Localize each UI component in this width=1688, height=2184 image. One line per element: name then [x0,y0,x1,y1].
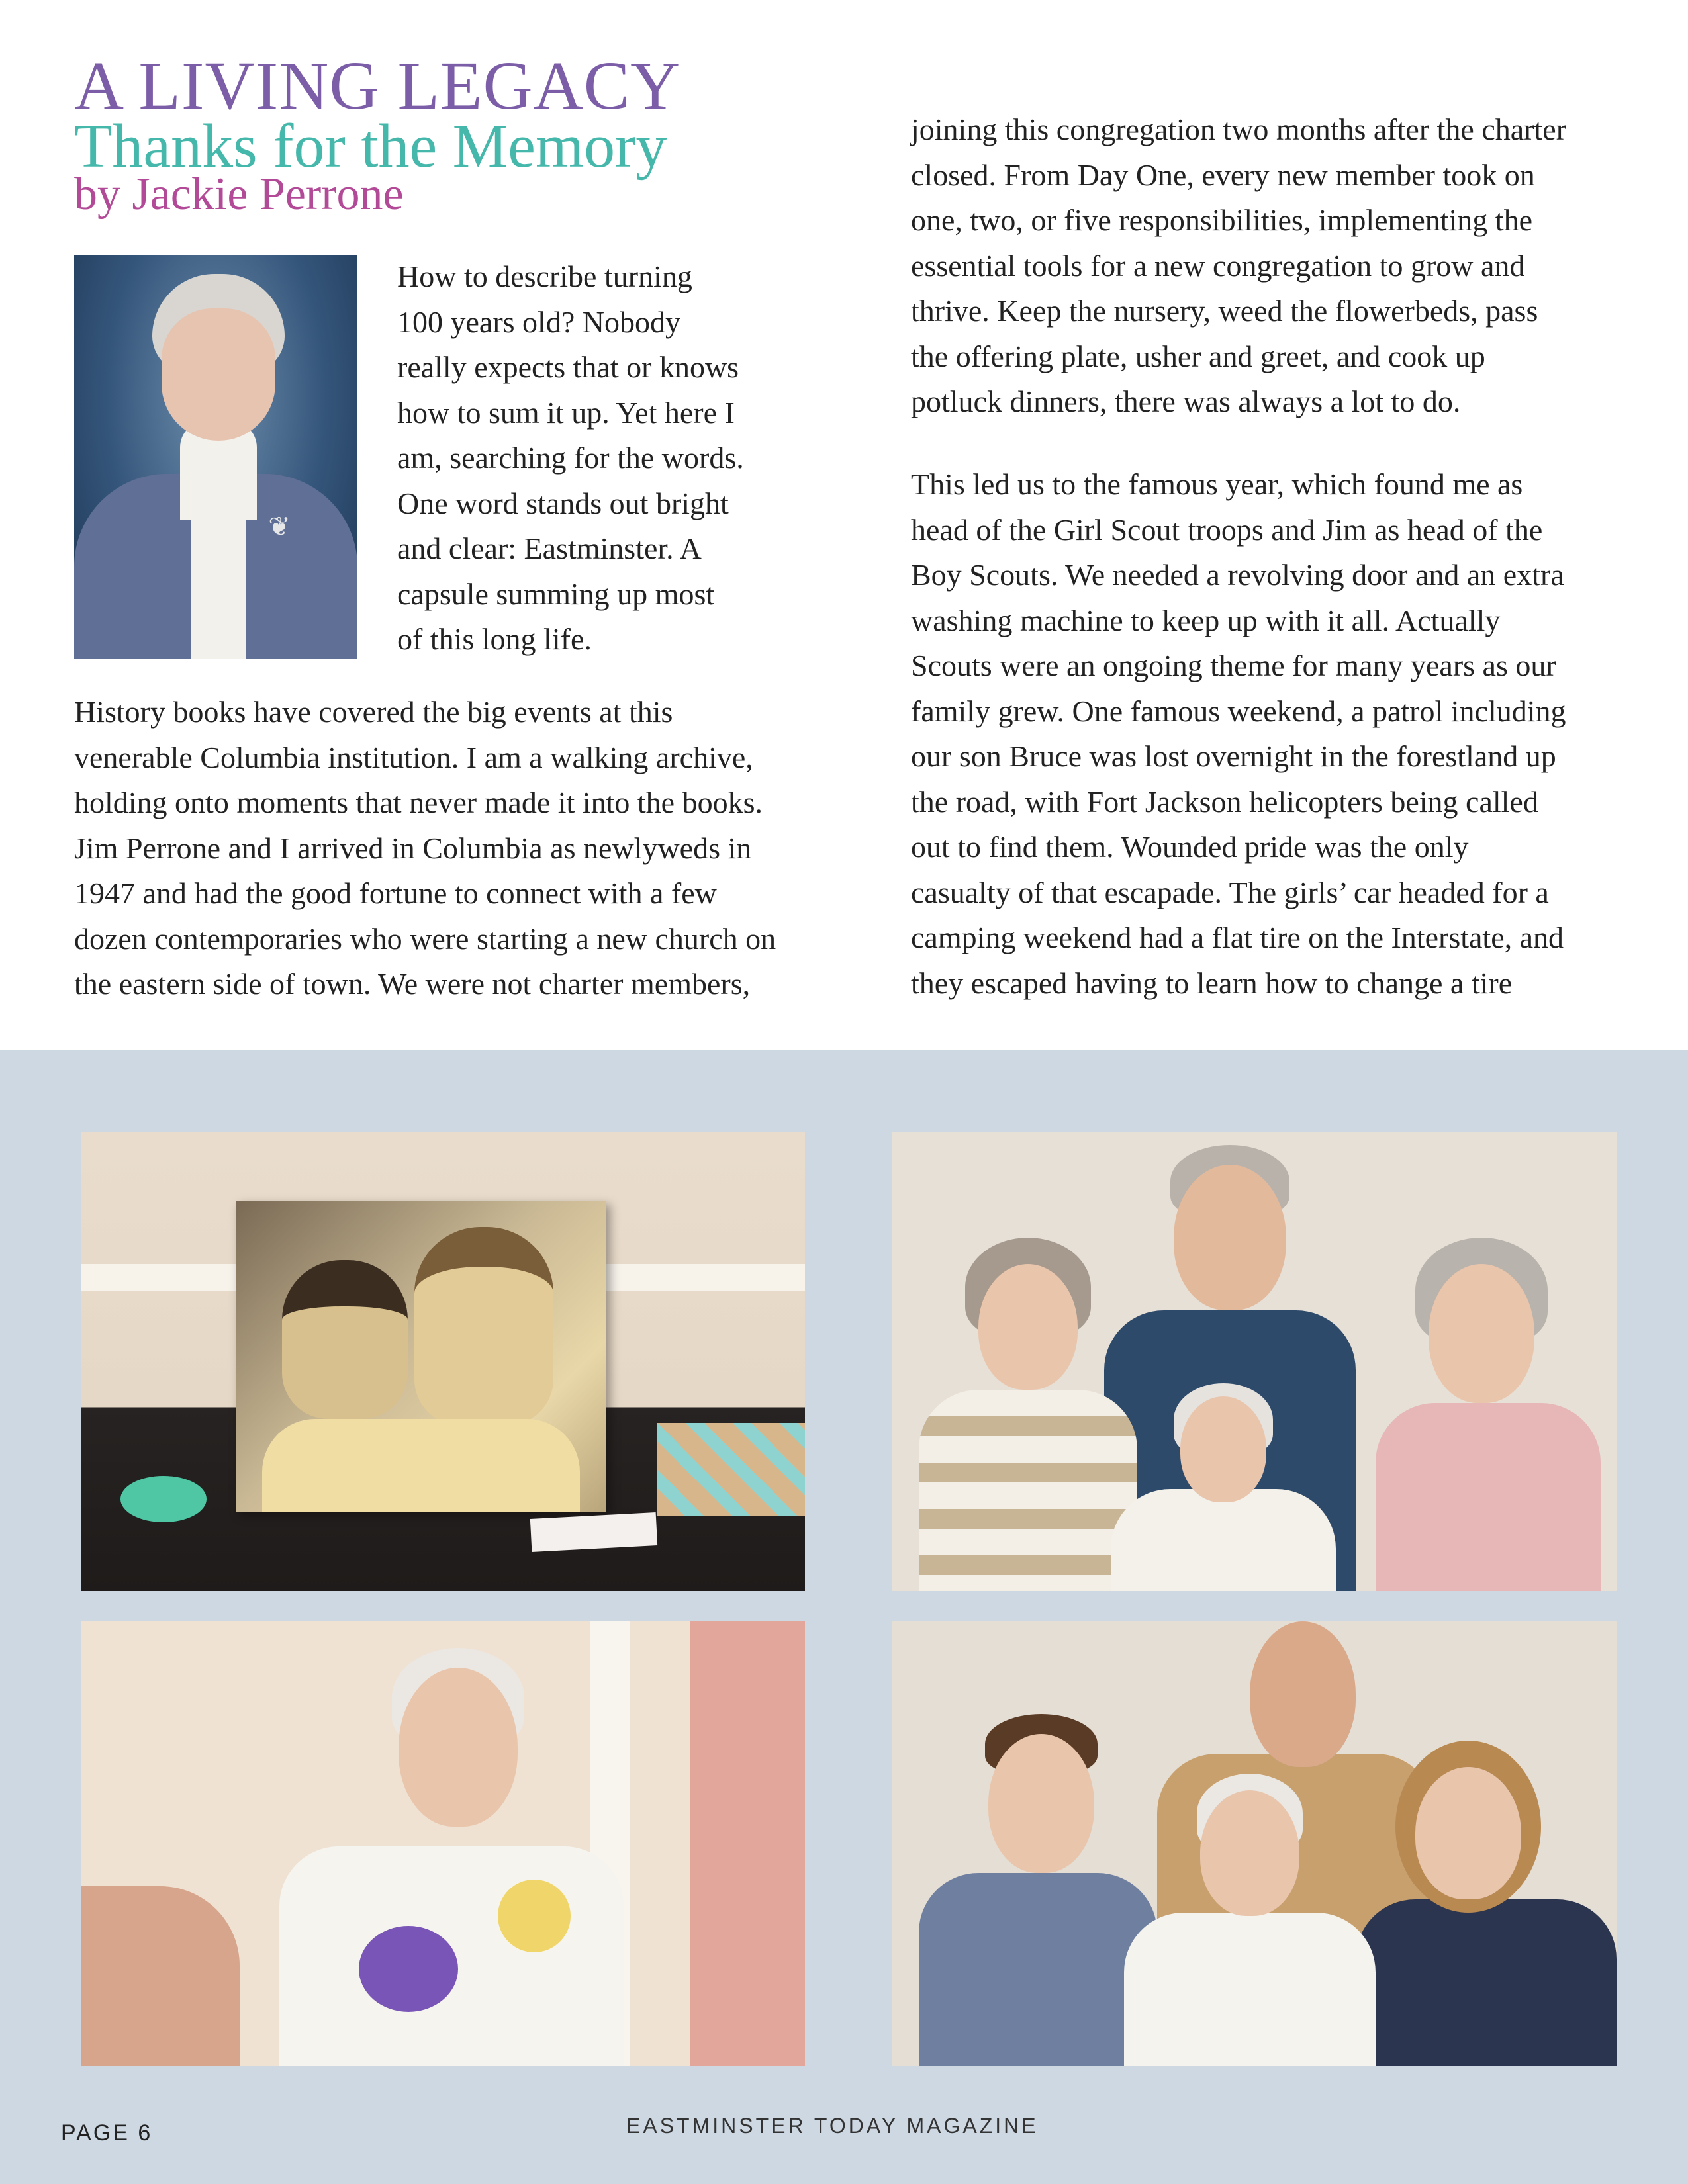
text-line: How to describe turning [397,259,692,293]
text-line: the road, with Fort Jackson helicopters being called [911,784,1538,819]
article-byline: by Jackie Perrone [74,169,404,220]
page-number: PAGE 6 [61,2120,153,2146]
person-left-woman [919,1238,1137,1591]
child-figure-right [414,1227,553,1426]
text-line: Jim Perrone and I arrived in Columbia as newlyweds in [74,831,752,865]
text-line: dozen contemporaries who were starting a new church on [74,921,776,956]
text-line: This led us to the famous year, which found me as [911,467,1523,501]
article-title: Thanks for the Memory [74,112,667,181]
text-line: how to sum it up. Yet here I [397,395,735,430]
text-line: History books have covered the big events at this [74,695,673,729]
text-line: potluck dinners, there was always a lot to do. [911,385,1461,418]
text-line: the eastern side of town. We were not charter members, [74,967,751,1001]
photo-family-group [892,1132,1617,1591]
name-card [530,1512,657,1552]
person-honoree [279,1648,624,2066]
text-line: joining this congregation two months after the charter [911,113,1567,146]
text-line: closed. From Day One, every new member took on [911,158,1535,192]
text-line: Scouts were an ongoing theme for many years as our [911,649,1556,682]
text-line: capsule summing up most [397,576,715,611]
child-dresses [262,1419,580,1512]
photo-vintage-portrait [81,1132,805,1591]
text-line: really expects that or knows [397,350,739,384]
text-line: 100 years old? Nobody [397,304,680,339]
text-line: out to find them. Wounded pride was the only [911,830,1469,864]
text-line: One word stands out bright [397,486,729,520]
text-line: they escaped having to learn how to change a tire [911,966,1513,1000]
text-line: holding onto moments that never made it into the books. [74,786,763,819]
person-honoree-center [1124,1774,1376,2066]
intro-paragraph [397,254,744,662]
butterfly-pin-icon: ❦ [268,512,291,541]
text-line: thrive. Keep the nursery, weed the flowerbeds, pass [911,294,1538,328]
text-line: Boy Scouts. We needed a revolving door and an extra [911,558,1564,592]
photo-honoree-seated [81,1621,805,2066]
portrait-face [162,308,275,441]
ribbon-bow [120,1476,207,1522]
text-line: and clear: Eastminster. A [397,531,702,565]
person-left-man [919,1714,1157,2066]
text-line: family grew. One famous weekend, a patrol including [911,694,1566,728]
text-line: casualty of that escapade. The girls’ car headed for a [911,875,1549,909]
person-right-woman-blond [1356,1741,1617,2066]
text-line: washing machine to keep up with it all. Actually [911,603,1501,637]
text-line: the offering plate, usher and greet, and cook up [911,339,1485,373]
section-kicker: A LIVING LEGACY [74,48,681,124]
hand-reaching [81,1886,240,2066]
gift-box [657,1423,805,1516]
scouts-paragraph [911,462,1566,1006]
person-right-woman [1369,1238,1607,1591]
photo-honoree-with-family [892,1621,1617,2066]
text-line: am, searching for the words. [397,441,744,475]
text-line: venerable Columbia institution. I am a walking archive, [74,740,753,774]
text-line: camping weekend had a flat tire on the Interstate, and [911,921,1564,954]
congregation-paragraph [911,107,1566,425]
text-line: head of the Girl Scout troops and Jim as head of the [911,512,1543,547]
text-line: of this long life. [397,622,592,656]
author-portrait [74,255,357,659]
magazine-name: EASTMINSTER TODAY MAGAZINE [626,2114,1039,2138]
person-seated-honoree [1111,1383,1336,1591]
child-figure-left [282,1260,408,1419]
background-guest [690,1621,805,2066]
framed-childhood-photo [236,1201,606,1512]
text-line: essential tools for a new congregation to grow and [911,248,1525,283]
text-line: 1947 and had the good fortune to connect with a few [74,876,717,910]
history-paragraph [74,690,776,1007]
text-line: our son Bruce was lost overnight in the forestland up [911,739,1556,773]
text-line: one, two, or five responsibilities, implementing the [911,203,1533,237]
